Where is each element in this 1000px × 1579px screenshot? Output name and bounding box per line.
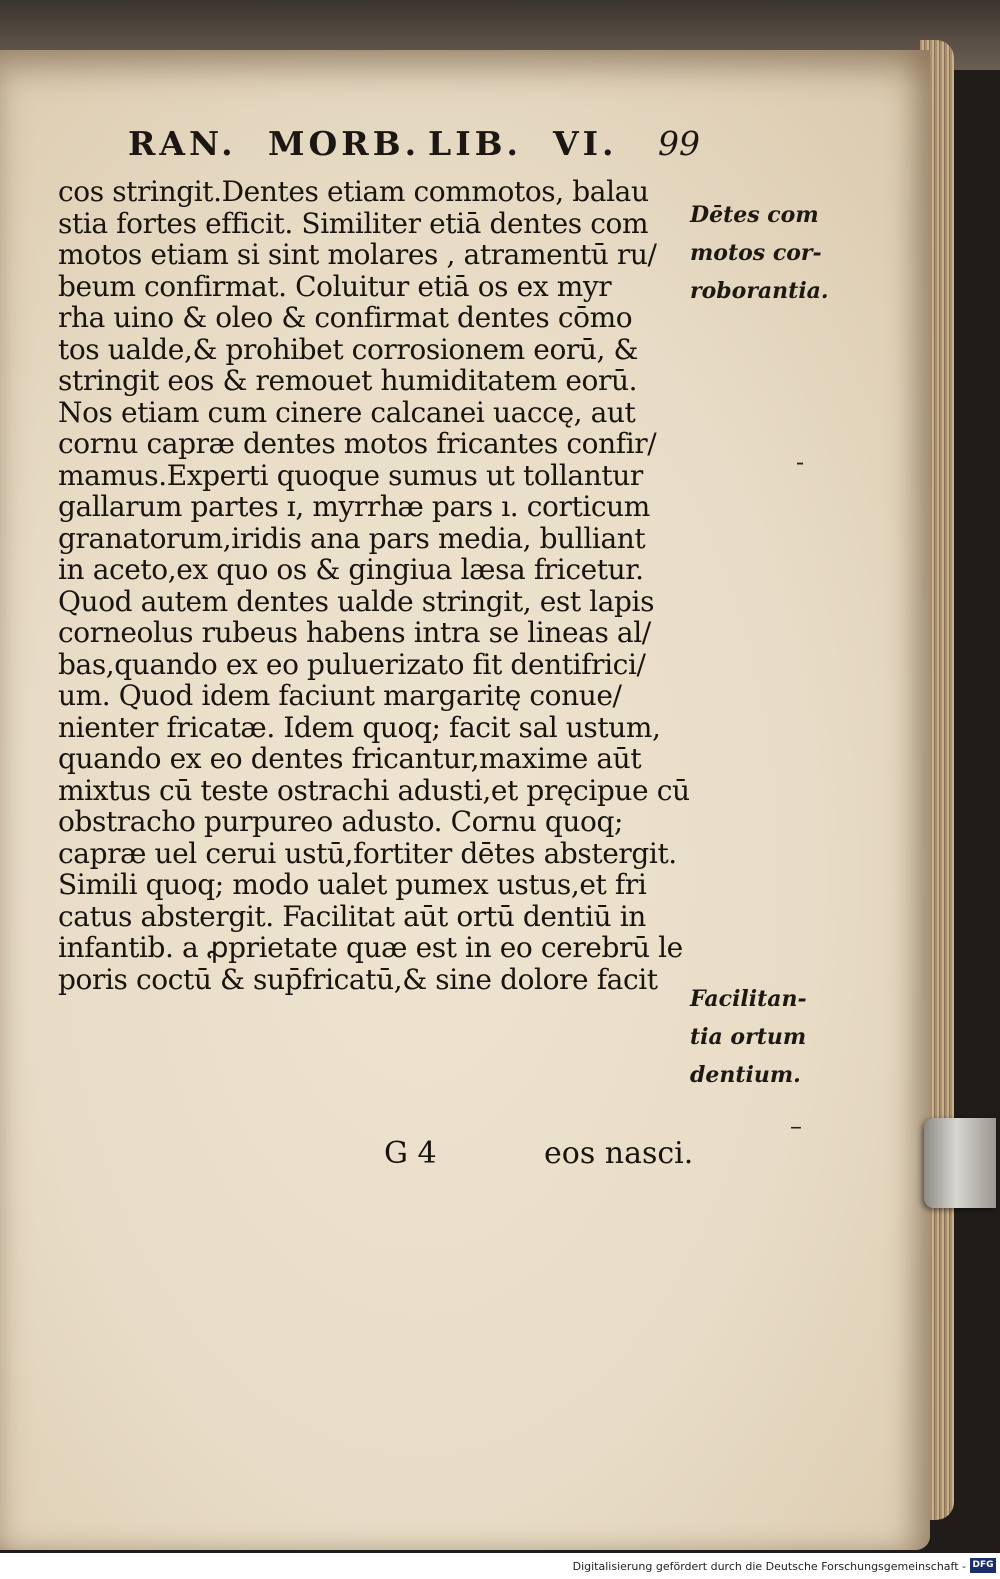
text-line: corneolus rubeus habens intra se lineas al/ bbox=[58, 616, 651, 649]
text-line: poris coctū & sup̄fricatū,& sine dolore facit bbox=[58, 962, 658, 996]
text-line: quando ex eo dentes fricantur,maxime aūt bbox=[58, 742, 642, 775]
marginal-note-line: tia ortum bbox=[690, 1024, 807, 1050]
text-line: um. Quod idem faciunt margaritę conue/ bbox=[58, 679, 622, 712]
text-line: Nos etiam cum cinere calcanei uaccę, aut bbox=[58, 395, 636, 429]
marginal-note-line: dentium. bbox=[690, 1062, 801, 1088]
book-clip bbox=[924, 1118, 996, 1208]
marginal-note-teething bbox=[690, 980, 830, 1094]
body-text bbox=[58, 176, 698, 995]
text-line: stia fortes efficit. Similiter etiā dentes com bbox=[58, 206, 649, 240]
marginal-note-line: roborantia. bbox=[690, 278, 829, 304]
text-line: granatorum,iridis ana pars media, bulliant bbox=[58, 521, 646, 555]
text-line: in aceto,ex quo os & gingiua læsa fricetur. bbox=[58, 553, 644, 586]
running-head-part: VI. bbox=[553, 124, 618, 163]
marginal-note-line: Dētes com bbox=[690, 202, 819, 228]
text-line: cos stringit.Dentes etiam commotos, balau bbox=[58, 175, 649, 208]
text-line: beum confirmat. Coluitur etiā os ex myr bbox=[58, 269, 612, 303]
margin-mark: – bbox=[790, 1112, 802, 1140]
text-line: nienter fricatæ. Idem quoq; facit sal ustum, bbox=[58, 710, 661, 744]
footer-bar bbox=[0, 1553, 1000, 1579]
running-head-part: LIB. bbox=[428, 124, 523, 163]
running-head-part: MORB. bbox=[268, 124, 421, 163]
text-line: cornu capræ dentes motos fricantes confir/ bbox=[58, 427, 657, 460]
running-head-part: RAN. bbox=[128, 124, 237, 163]
text-line: mamus.Experti quoque sumus ut tollantur bbox=[58, 458, 643, 492]
text-line: motos etiam si sint molares , atramentū ru/ bbox=[58, 238, 657, 271]
text-line: gallarum partes ɪ, myrrhæ pars ı. corticum bbox=[58, 490, 650, 523]
text-line: rha uino & oleo & confirmat dentes cōmo bbox=[58, 301, 633, 334]
text-line: catus abstergit. Facilitat aūt ortū dentiū in bbox=[58, 899, 646, 933]
text-line: infantib. a ꝓprietate quæ est in eo cerebrū le bbox=[58, 931, 683, 964]
margin-mark: - bbox=[796, 448, 805, 476]
text-line: mixtus cū teste ostrachi adusti,et pręcipue cū bbox=[58, 773, 690, 807]
signature-mark: G 4 bbox=[384, 1136, 437, 1171]
marginal-note-teeth bbox=[690, 196, 830, 310]
marginal-note-line: Facilitan- bbox=[690, 986, 807, 1012]
text-line: bas,quando ex eo puluerizato fit dentifrici/ bbox=[58, 647, 646, 681]
running-head bbox=[128, 124, 708, 174]
dfg-logo: DFG bbox=[970, 1558, 996, 1573]
marginal-note-line: motos cor- bbox=[690, 240, 822, 266]
text-line: Quod autem dentes ualde stringit, est lapis bbox=[58, 584, 655, 618]
catchword: eos nasci. bbox=[544, 1136, 694, 1171]
page-number: 99 bbox=[658, 124, 700, 163]
text-line: tos ualde,& prohibet corrosionem eorū, & bbox=[58, 332, 639, 366]
text-line: stringit eos & remouet humiditatem eorū. bbox=[58, 364, 638, 397]
text-line: capræ uel cerui ustū,fortiter dētes abstergit. bbox=[58, 836, 677, 870]
footer-credit: Digitalisierung gefördert durch die Deutsche Forschungsgemeinschaft - bbox=[572, 1560, 966, 1573]
text-line: obstracho purpureo adusto. Cornu quoq; bbox=[58, 805, 624, 838]
text-line: Simili quoq; modo ualet pumex ustus,et fri bbox=[58, 868, 647, 901]
